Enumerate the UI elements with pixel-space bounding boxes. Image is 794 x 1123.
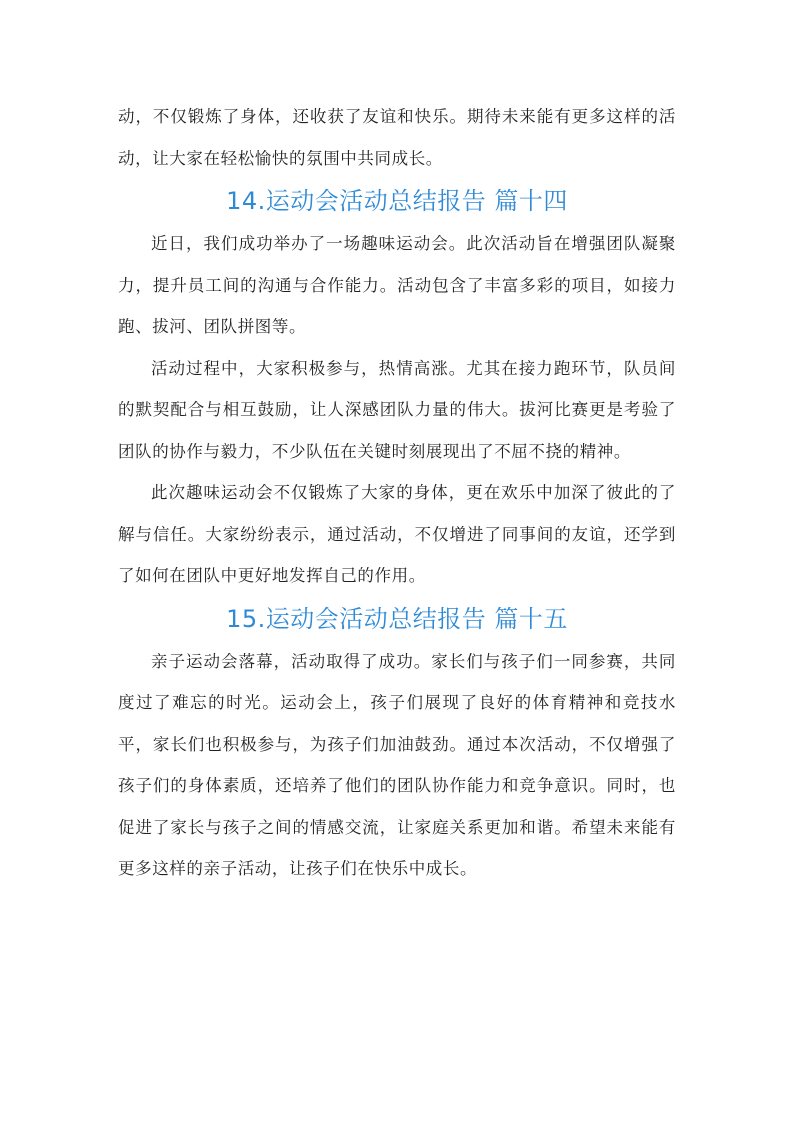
- intro-tail-paragraph: 动，不仅锻炼了身体，还收获了友谊和快乐。期待未来能有更多这样的活动，让大家在轻松愉快的氛围中共同成长。: [118, 107, 676, 168]
- section-14-paragraph-3: 此次趣味运动会不仅锻炼了大家的身体，更在欢乐中加深了彼此的了解与信任。大家纷纷表示，通过活动，不仅增进了同事间的友谊，还学到了如何在团队中更好地发挥自己的作用。: [118, 483, 676, 585]
- section-14-paragraph-2: 活动过程中，大家积极参与，热情高涨。尤其在接力跑环节，队员间的默契配合与相互鼓励，让人深感团队力量的伟大。拔河比赛更是考验了团队的协作与毅力，不少队伍在关键时刻展现出了不屈不挠的精神。: [118, 358, 676, 461]
- section-14-paragraph-1: 近日，我们成功举办了一场趣味运动会。此次活动旨在增强团队凝聚力，提升员工间的沟通与合作能力。活动包含了丰富多彩的项目，如接力跑、拔河、团队拼图等。: [118, 234, 676, 336]
- section-15-heading: 15.运动会活动总结报告 篇十五: [226, 604, 568, 633]
- section-15-paragraph-1: 亲子运动会落幕，活动取得了成功。家长们与孩子们一同参赛，共同度过了难忘的时光。运动会上，孩子们展现了良好的体育精神和竞技水平，家长们也积极参与，为孩子们加油鼓劲。通过本次活动，不仅增强了孩子们的身体素质，还培养了他们的团队协作能力和竞争意识。同时，也促进了家长与孩子之间的情感交流，让家庭关系更加和谐。希望未来能有更多这样的亲子活动，让孩子们在快乐中成长。: [118, 651, 676, 878]
- section-14-heading: 14.运动会活动总结报告 篇十四: [226, 187, 568, 215]
- document-page: [118, 96, 676, 890]
